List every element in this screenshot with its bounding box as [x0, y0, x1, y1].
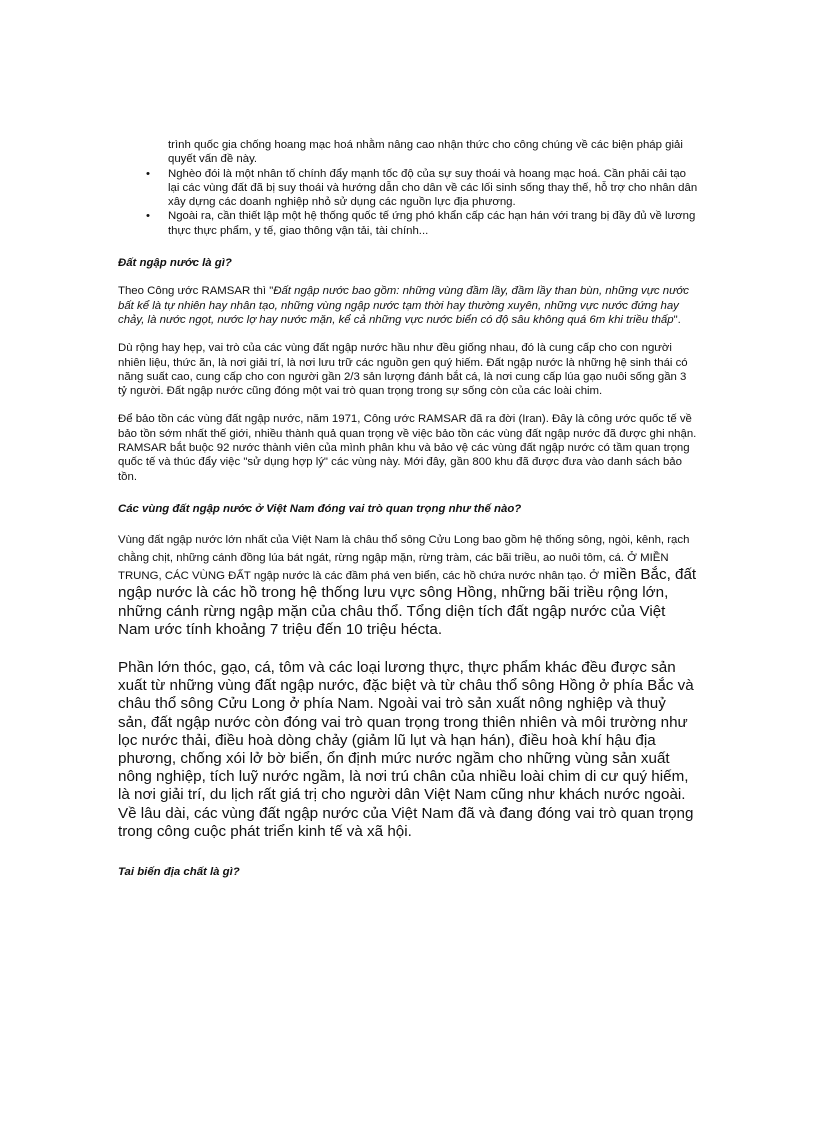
vietnam-wetlands-paragraph	[118, 530, 698, 639]
document-page	[118, 138, 698, 879]
bullet-item-poverty	[118, 167, 698, 210]
bullet-list	[118, 167, 698, 238]
wetland-products-paragraph: Phần lớn thóc, gạo, cá, tôm và các loại lương thực, thực phẩm khác đều được sản xuất từ những vùng đất ngập nước, đặc biệt và từ châu thổ sông Hồng ở phía Bắc và châu thổ sông Cửu Long ở phía Nam. Ngoài vai trò sản xuất nông nghiệp và thuỷ sản, đất ngập nước còn đóng vai trò quan trọng trong thiên nhiên và môi trường như lọc nước thải, điều hoà dòng chảy (giảm lũ lụt và hạn hán), điều hoà khí hậu địa phương, chống xói lở bờ biển, ổn định mức nước ngầm cho những vùng sản xuất nông nghiệp, tích luỹ nước ngầm, là nơi trú chân của nhiều loài chim di cư quý hiếm, là nơi giải trí, du lịch rất giá trị cho người dân Việt Nam cũng như khách nước ngoài. Về lâu dài, các vùng đất ngập nước của Việt Nam đã và đang đóng vai trò quan trọng trong công cuộc phát triển kinh tế và xã hội.	[118, 659, 694, 840]
vietnam-wetlands-text-large: miền Bắc, đất ngập nước là các hồ trong hệ thống lưu vực sông Hồng, những bãi triều rộng lớn, những cánh rừng ngập mặn của châu thổ. Tổng diện tích đất ngập nước của Việt Nam ước tính khoảng 7 triệu đến 10 triệu hécta.	[118, 566, 697, 638]
bullet-text: Ngoài ra, cần thiết lập một hệ thống quốc tế ứng phó khẩn cấp các hạn hán với trang bị đầy đủ về lương thực thực phẩm, y tế, giao thông vận tải, tài chính...	[168, 210, 696, 237]
bullet-item-emergency	[118, 209, 698, 238]
ramsar-lead: Theo Công ước RAMSAR thì "	[118, 285, 274, 298]
intro-continuation: trình quốc gia chống hoang mạc hoá nhằm nâng cao nhận thức cho công chúng về các biện pháp giải quyết vấn đề này.	[168, 139, 683, 166]
bullet-icon: •	[146, 210, 150, 223]
ramsar-definition-paragraph	[118, 284, 698, 327]
vietnam-wetlands-text-small: Vùng đất ngập nước lớn nhất của Việt Nam là châu thổ sông Cửu Long bao gồm hệ thống sông, ngòi, kênh, rạch chằng chịt, những cánh đồng lúa bát ngát, rừng ngập mặn, rừng tràm, các bãi triều, ao nuôi tôm, cá. Ở MIỀN TRUNG, CÁC VÙNG ĐẤT ngập nước là các đầm phá ven biển, các hồ chứa nước nhân tạo. Ở	[118, 534, 690, 583]
bullet-icon: •	[146, 167, 150, 180]
ramsar-quote: Đất ngập nước bao gồm: những vùng đầm lầy, đầm lầy than bùn, những vực nước bất kể là tự nhiên hay nhân tạo, những vùng ngập nước tạm thời hay thường xuyên, những vực nước đứng hay chảy, là nước ngọt, nước lợ hay nước mặn, kể cả những vực nước biển có độ sâu không quá 6m khi triều thấp	[118, 285, 689, 326]
conservation-paragraph: Để bảo tồn các vùng đất ngập nước, năm 1971, Công ước RAMSAR đã ra đời (Iran). Đây là công ước quốc tế về bảo tồn sớm nhất thế giới, nhiều thành quả quan trọng về việc bảo tồn các vùng đất ngập nước đã được ghi nhận. RAMSAR bắt buộc 92 nước thành viên của mình phân khu và bảo vệ các vùng đất ngập nước có tầm quan trọng quốc tế và thúc đẩy việc "sử dụng hợp lý" các vùng này. Mới đây, gần 800 khu đã được đưa vào danh sách bảo tồn.	[118, 413, 697, 483]
ramsar-tail: ".	[673, 313, 681, 326]
wetland-role-paragraph: Dù rộng hay hẹp, vai trò của các vùng đất ngập nước hầu như đều giống nhau, đó là cung cấp cho con người nhiên liệu, thức ăn, là nơi giải trí, là nơi lưu trữ các nguồn gen quý hiếm. Đất ngập nước là những hệ sinh thái có năng suất cao, cung cấp cho con người gần 2/3 sản lượng đánh bắt cá, là nơi cung cấp lúa gạo nuôi sống gần 3 tỷ người. Đất ngập nước cũng đóng một vai trò quan trọng trong sự sống còn của các loài chim.	[118, 342, 688, 398]
bullet-text: Nghèo đói là một nhân tố chính đẩy mạnh tốc độ của sự suy thoái và hoang mạc hoá. Cần phải cải tạo lại các vùng đất đã bị suy thoái và hướng dẫn cho dân về các lối sinh sống thay thế, hỗ trợ cho nhân dân xây dựng các doanh nghiệp nhỏ sử dụng các nguồn lực địa phương.	[168, 167, 698, 209]
heading-geological-hazard: Tai biến địa chất là gì?	[118, 866, 240, 879]
heading-wetland-definition: Đất ngập nước là gì?	[118, 257, 232, 270]
heading-vietnam-wetlands: Các vùng đất ngập nước ở Việt Nam đóng vai trò quan trọng như thế nào?	[118, 502, 522, 515]
